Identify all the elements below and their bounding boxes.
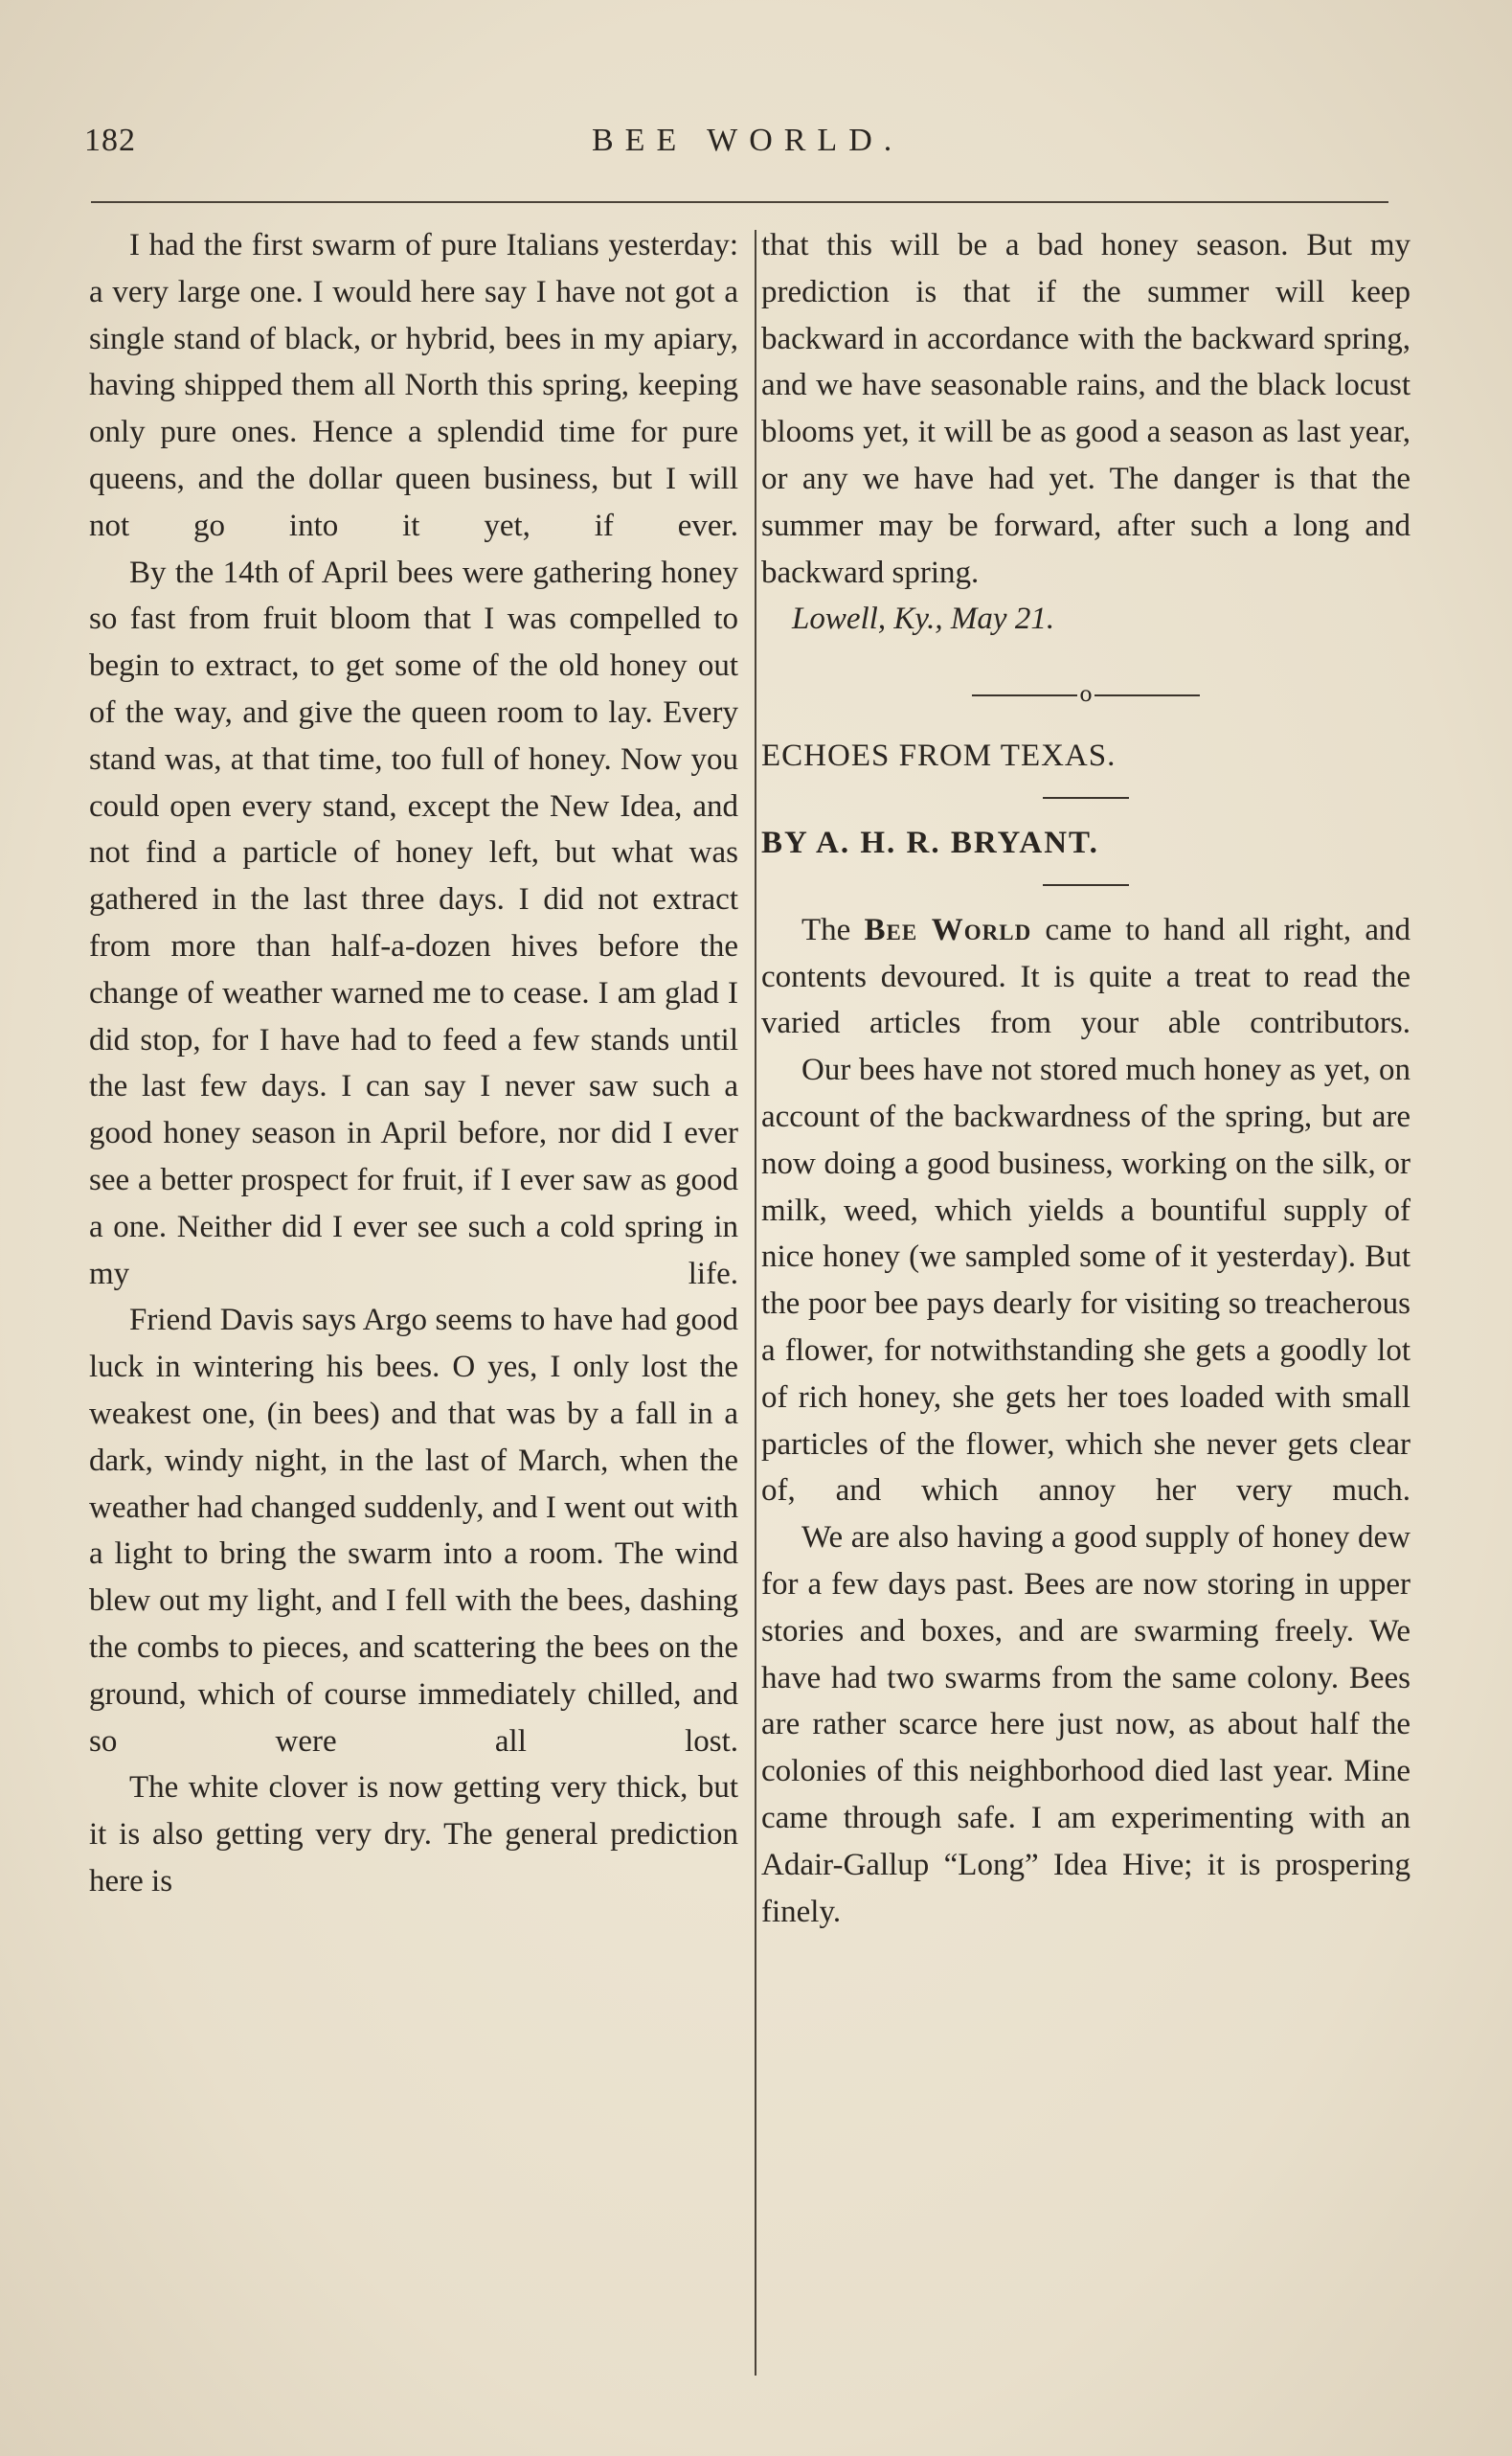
header-rule (91, 201, 1388, 203)
separator-line (1095, 694, 1200, 696)
article-title: ECHOES FROM TEXAS. (761, 739, 1117, 774)
left-column (89, 222, 738, 1905)
article-paragraph: We are also having a good supply of honey dew for a few days past. Bees are now storing in upper stories and boxes, and are swarming freely. We have had two swarms from the same colony. Bees are rather scarce here just now, as about half the colonies of this neighborhood died last year. Mine came through safe. I am experimenting with an Adair-Gallup “Long” Idea Hive; it is prospering finely. (761, 1520, 1410, 1929)
paragraph: Friend Davis says Argo seems to have had good luck in wintering his bees. O yes, I only lost the weakest one, (in bees) and that was by a fall in a dark, windy night, in the last of March, when the weather had changed suddenly, and I went out with a light to bring the swarm into a room. The wind blew out my light, and I fell with the bees, dashing the combs to pieces, and scattering the bees on the ground, which of course immediately chilled, and so were all lost. (89, 1303, 738, 1759)
journal-name: Bee World (864, 912, 1032, 947)
paragraph-lead: The (801, 912, 865, 947)
paragraph: The white clover is now getting very thick, but it is also getting very dry. The general prediction here is (89, 1770, 738, 1899)
page-header (84, 123, 1425, 180)
dateline: Lowell, Ky., May 21. (792, 602, 1055, 637)
paragraph-continuation: that this will be a bad honey season. But my prediction is that if the summer will keep backward in accordance with the backward spring, and we have seasonable rains, and the black locust blooms yet, it will be as good a season as last year, or any we have had yet. The danger is that the summer may be forward, after such a long and backward spring. (761, 228, 1410, 590)
paragraph: By the 14th of April bees were gathering honey so fast from fruit bloom that I was compelled to begin to extract, to get some of the old honey out of the way, and give the queen room to lay. Every stand was, at that time, too full of honey. Now you could open every stand, except the New Idea, and not find a particle of honey left, but what was gathered in the last three days. I did not extract from more than half-a-dozen hives before the change of weather warned me to cease. I am glad I did stop, for I have had to feed a few stands until the last few days. I can say I never saw such a good honey season in April before, nor did I ever see a better prospect for fruit, if I ever saw as good a one. Neither did I ever see such a cold spring in my life. (89, 555, 738, 1291)
separator-line (972, 694, 1077, 696)
article-paragraph (761, 907, 1410, 1047)
article-byline: BY A. H. R. BRYANT. (761, 825, 1099, 860)
separator-mark: o (1079, 683, 1093, 708)
section-separator (761, 681, 1410, 710)
paragraph-rest: came to hand all right, and contents devoured. It is quite a treat to read the varied articles from your able contributors. (761, 912, 1410, 1041)
page-number: 182 (84, 123, 136, 158)
running-head: BEE WORLD. (592, 123, 904, 158)
right-column (761, 222, 1410, 1935)
column-divider (755, 230, 756, 2376)
byline-rule (1043, 884, 1129, 886)
article-paragraph: Our bees have not stored much honey as yet, on account of the backwardness of the spring, but are now doing a good business, working on the silk, or milk, weed, which yields a bountiful supply of nice honey (we sampled some of it yesterday). But the poor bee pays dearly for visiting so treacherous a flower, for notwithstanding she gets a goodly lot of rich honey, she gets her toes loaded with small particles of the flower, which she never gets clear of, and which annoy her very much. (761, 1053, 1410, 1509)
paragraph: I had the first swarm of pure Italians yesterday: a very large one. I would here say I have not got a single stand of black, or hybrid, bees in my apiary, having shipped them all North this spring, keeping only pure ones. Hence a splendid time for pure queens, and the dollar queen business, but I will not go into it yet, if ever. (89, 228, 738, 543)
title-rule (1043, 797, 1129, 799)
